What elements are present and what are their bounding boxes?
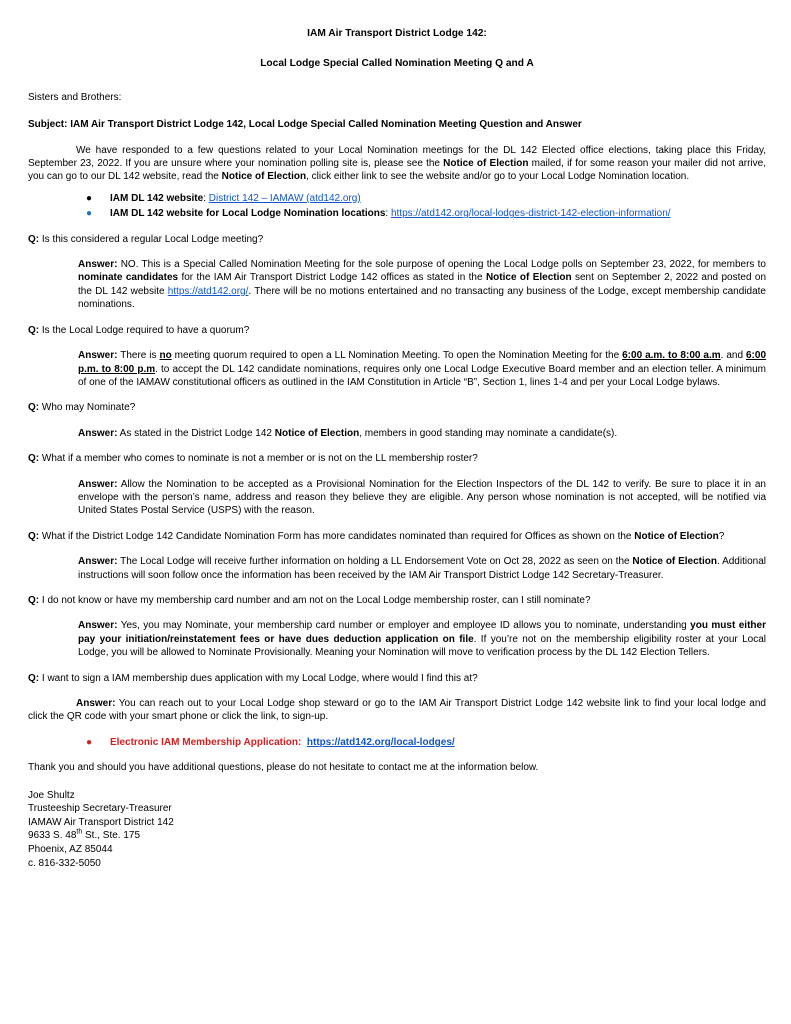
answer-label: Answer: <box>76 698 116 709</box>
answer-text: NO. This is a Special Called Nomination Meeting for the sole purpose of opening the Local Lodge polls on September 23, 2022, for members to <box>117 259 766 271</box>
morning-time-range: 6:00 a.m. to 8:00 a.m <box>622 350 721 362</box>
notice-of-election-bold: Notice of Election <box>221 171 307 183</box>
question-text: ? <box>718 530 725 542</box>
answer-text: The Local Lodge will receive further information on holding a LL Endorsement Vote on Oct 28, 2022 as seen on the <box>117 556 633 568</box>
answer-bold: nominate candidates <box>78 272 179 284</box>
q-prefix: Q: <box>28 672 40 684</box>
separator: : <box>385 208 391 220</box>
q-prefix: Q: <box>28 402 40 414</box>
list-item-website <box>86 192 766 205</box>
answer-2 <box>78 349 766 389</box>
answer-6 <box>78 619 766 659</box>
bullet-icon: ● <box>86 208 93 220</box>
question-1 <box>28 233 766 246</box>
q-prefix: Q: <box>28 324 40 336</box>
answer-bold: Notice of Election <box>485 272 572 284</box>
address-text: 9633 S. 48 <box>28 830 77 842</box>
answer-7 <box>28 697 766 724</box>
application-label: Electronic IAM Membership Application: <box>110 736 302 748</box>
question-3 <box>28 401 766 414</box>
answer-text: . Additional instructions will soon follow once the information has been received by the IAM Air Transport District Lodge 142 Secretary-Treasurer. <box>78 556 766 581</box>
answer-label: Answer: <box>78 427 118 439</box>
letter <box>28 27 766 870</box>
document-title: IAM Air Transport District Lodge 142: <box>307 28 487 39</box>
signer-address <box>28 829 766 843</box>
answer-text: You can reach out to your Local Lodge shop steward or go to the IAM Air Transport District Lodge 142 website link to find your local lodge and click the QR code with your smart phone or click the link, to sign-up. <box>28 698 766 723</box>
question-text: Is the Local Lodge required to have a quorum? <box>39 324 250 336</box>
signer-phone: c. 816-332-5050 <box>28 857 101 869</box>
membership-application <box>86 736 766 749</box>
closing-text: Thank you and should you have additional questions, please do not hesitate to contact me at the information below. <box>28 762 539 774</box>
bullet-icon: ● <box>86 192 93 204</box>
q-prefix: Q: <box>28 594 40 606</box>
evening-time-range: 6:00 p.m. to 8:00 p.m <box>78 350 767 375</box>
answer-3 <box>78 427 766 440</box>
q-prefix: Q: <box>28 233 40 245</box>
document-subtitle: Local Lodge Special Called Nomination Meeting Q and A <box>260 58 534 70</box>
answer-text: for the IAM Air Transport District Lodge 142 offices as stated in the <box>178 272 486 284</box>
bullet-icon: ● <box>86 736 93 748</box>
question-text: Is this considered a regular Local Lodge meeting? <box>39 233 264 245</box>
district-142-link[interactable]: District 142 – IAMAW (atd142.org) <box>208 192 361 204</box>
answer-bold: you must either pay your initiation/reinstatement fees or have dues deduction application on file <box>78 620 766 645</box>
greeting: Sisters and Brothers: <box>28 91 122 103</box>
answer-text: , members in good standing may nominate a candidate(s). <box>359 427 618 439</box>
answer-label: Answer: <box>78 620 118 632</box>
address-sup: th <box>76 829 83 837</box>
answer-label: Answer: <box>78 350 118 362</box>
link-label: IAM DL 142 website for Local Lodge Nomination locations <box>110 208 386 220</box>
question-2 <box>28 324 766 337</box>
signature-block <box>28 789 766 871</box>
website-links-list <box>86 192 766 221</box>
question-text: I do not know or have my membership card number and am not on the Local Lodge membership roster, can I still nominate? <box>39 594 591 606</box>
answer-5 <box>78 555 766 582</box>
signer-city: Phoenix, AZ 85044 <box>28 844 113 855</box>
answer-1 <box>78 258 766 312</box>
answer-text: sent on September 2, 2022 and posted on the DL 142 website <box>78 272 767 297</box>
question-5 <box>28 530 766 543</box>
question-text: I want to sign a IAM membership dues application with my Local Lodge, where would I find this at? <box>39 672 478 684</box>
answer-text: . to accept the DL 142 candidate nominations, requires only one Local Lodge Executive Board member and an election teller. A minimum of one of the IAMAW constitutional officers as outlined in the IAM Constitution in Article “B”, Section 1, lines 1-4 and per your Local Lodge bylaws. <box>78 363 766 388</box>
question-4 <box>28 452 766 465</box>
notice-of-election-bold: Notice of Election <box>443 158 529 170</box>
question-text: What if a member who comes to nominate is not a member or is not on the LL membership roster? <box>39 453 478 465</box>
q-prefix: Q: <box>28 453 40 465</box>
answer-label: Answer: <box>78 478 118 490</box>
signer-title: Trusteeship Secretary-Treasurer <box>28 803 172 815</box>
question-7 <box>28 672 766 685</box>
intro-paragraph <box>28 144 766 184</box>
question-6 <box>28 594 766 607</box>
subject-line: Subject: IAM Air Transport District Lodge 142, Local Lodge Special Called Nomination Meeting Question and Answer <box>28 119 582 131</box>
answer-text: . If you’re not on the membership eligibility roster at your Local Lodge, you will be allowed to Nominate Provisionally. Meaning your Nomination will move to verification process by the DL 142 Election Tellers. <box>78 633 766 659</box>
question-bold: Notice of Election <box>634 530 719 542</box>
nomination-locations-link[interactable]: https://atd142.org/local-lodges-district-142-election-information/ <box>390 208 671 220</box>
answer-emphasis: no <box>159 350 172 362</box>
answer-text: Yes, you may Nominate, your membership card number or employer and employee ID allows you to nominate, understanding <box>117 620 691 632</box>
answer-bold: Notice of Election <box>274 427 360 439</box>
intro-text: We have responded to a few questions related to your Local Nomination meetings for the DL 142 Elected office elections, taking place this Friday, September 23, 2022. If you are unsure where your nomination polling site is, please see the <box>28 144 766 170</box>
separator: : <box>203 192 209 204</box>
signer-org: IAMAW Air Transport District 142 <box>28 816 174 828</box>
intro-text: mailed, if for some reason your mailer did not arrive, you can go to our DL 142 website, read the <box>28 158 766 183</box>
answer-text: There is <box>117 350 160 362</box>
answer-text: . and <box>720 350 746 362</box>
answer-bold: Notice of Election <box>632 556 717 568</box>
address-text: St., Ste. 175 <box>82 830 141 842</box>
answer-text: meeting quorum required to open a LL Nomination Meeting. To open the Nomination Meeting for the <box>171 350 623 362</box>
answer-text: . There will be no motions entertained and no transacting any business of the Lodge, except membership candidate nominations. <box>78 285 766 311</box>
q-prefix: Q: <box>28 530 40 542</box>
signer-name: Joe Shultz <box>28 789 75 801</box>
question-text: Who may Nominate? <box>39 402 136 414</box>
answer-label: Answer: <box>78 259 118 271</box>
answer-4 <box>78 478 766 518</box>
intro-text: , click either link to see the website and/or go to your Local Lodge Nomination location. <box>306 171 690 183</box>
application-link[interactable]: https://atd142.org/local-lodges/ <box>306 736 455 748</box>
answer-text: As stated in the District Lodge 142 <box>117 427 275 439</box>
answer-label: Answer: <box>78 556 118 568</box>
question-text: What if the District Lodge 142 Candidate Nomination Form has more candidates nominated than required for Offices as shown on the <box>39 530 635 542</box>
answer-text: Allow the Nomination to be accepted as a Provisional Nomination for the Election Inspectors of the DL 142 to verify. Be sure to place it in an envelope with the person’s name, address and reason they believe they are eligible. Any person whose nomination is not accepted, will be notified via United States Postal Service (USPS) with the reason. <box>78 478 766 517</box>
link-label: IAM DL 142 website <box>110 192 204 204</box>
atd142-link[interactable]: https://atd142.org/ <box>167 285 249 297</box>
list-item-nomination-locations <box>86 207 766 220</box>
